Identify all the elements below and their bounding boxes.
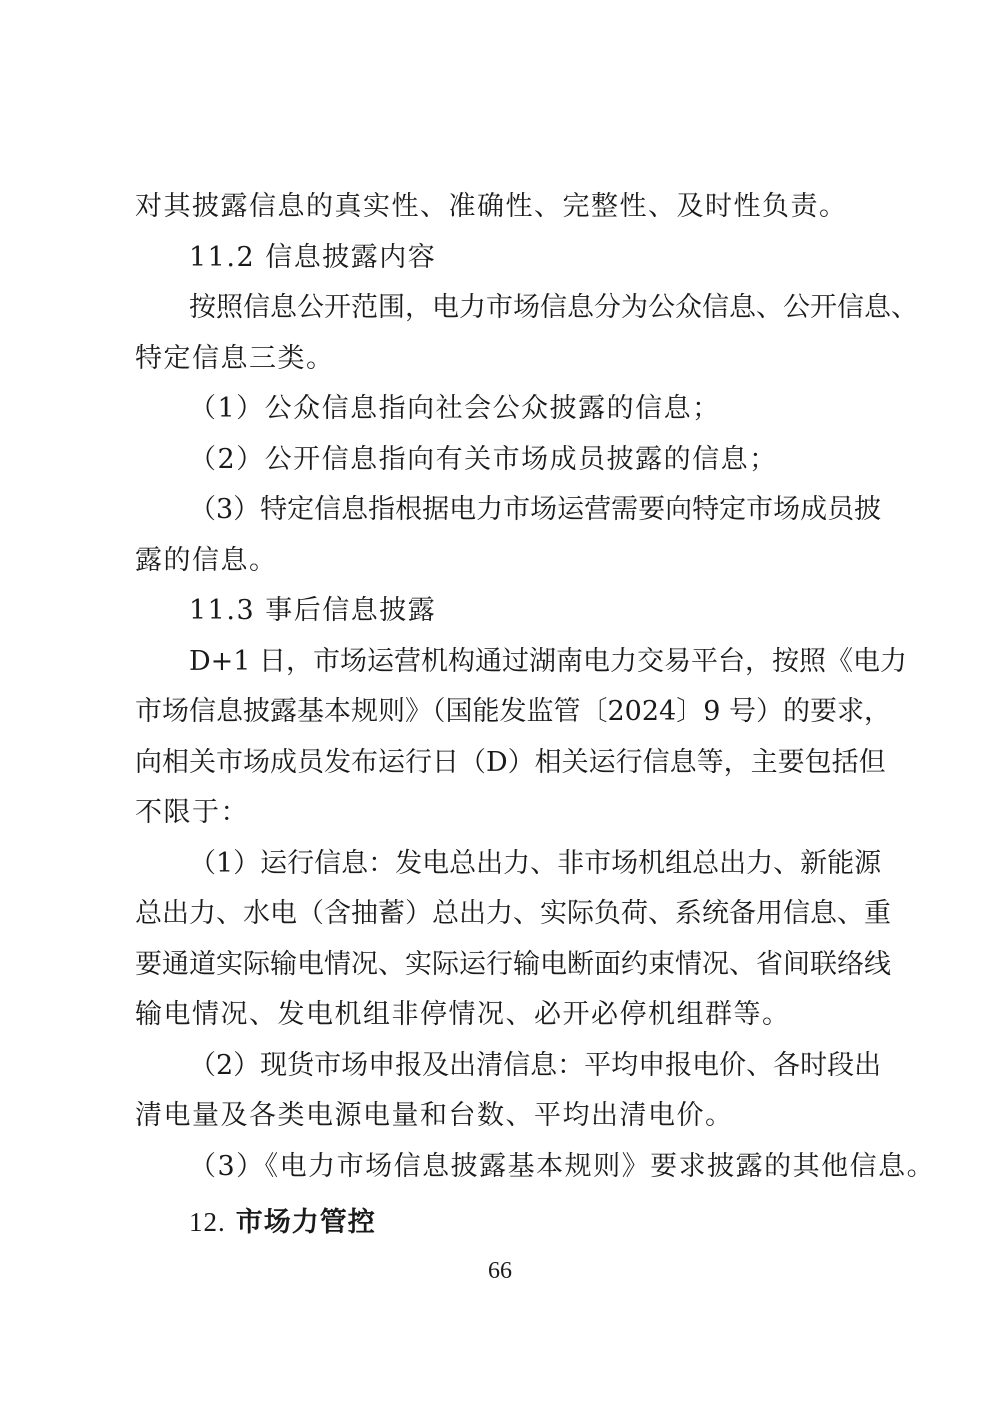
list-item: （1）公众信息指向社会公众披露的信息； [189, 393, 721, 424]
list-item: （3）特定信息指根据电力市场运营需要向特定市场成员披 [189, 494, 882, 525]
list-item: （3）《电力市场信息披露基本规则》要求披露的其他信息。 [189, 1150, 936, 1182]
paragraph-line: 清电量及各类电源电量和台数、平均出清电价。 [135, 1100, 734, 1131]
paragraph-line: D+1 日，市场运营机构通过湖南电力交易平台，按照《电力 [189, 645, 908, 677]
subsection-heading-11-2: 11.2 信息披露内容 [189, 241, 437, 273]
body-text [135, 182, 936, 1252]
paragraph-line: 对其披露信息的真实性、准确性、完整性、及时性负责。 [135, 191, 848, 222]
paragraph-line: 特定信息三类。 [135, 342, 335, 374]
list-item: （1）运行信息：发电总出力、非市场机组总出力、新能源 [189, 847, 882, 879]
paragraph-line: 按照信息公开范围，电力市场信息分为公众信息、公开信息、 [189, 292, 918, 323]
paragraph-line: 总出力、水电（含抽蓄）总出力、实际负荷、系统备用信息、重 [135, 898, 891, 929]
list-item: （2）公开信息指向有关市场成员披露的信息； [189, 443, 778, 475]
paragraph-line: 市场信息披露基本规则》（国能发监管〔2024〕9 号）的要求， [135, 696, 891, 727]
paragraph-line: 不限于： [135, 797, 249, 828]
paragraph-line: 要通道实际输电情况、实际运行输电断面约束情况、省间联络线 [135, 948, 891, 980]
paragraph-line: 露的信息。 [135, 544, 278, 576]
page-number: 66 [488, 1258, 512, 1284]
section-number: 12. [189, 1207, 226, 1237]
paragraph-line: 输电情况、发电机组非停情况、必开必停机组群等。 [135, 999, 791, 1030]
section-title: 市场力管控 [235, 1207, 376, 1238]
section-heading-12 [135, 1192, 877, 1252]
list-item: （2）现货市场申报及出清信息：平均申报电价、各时段出 [189, 1049, 882, 1081]
paragraph-line: 向相关市场成员发布运行日（D）相关运行信息等，主要包括但 [135, 746, 886, 778]
subsection-heading-11-3: 11.3 事后信息披露 [189, 595, 437, 626]
